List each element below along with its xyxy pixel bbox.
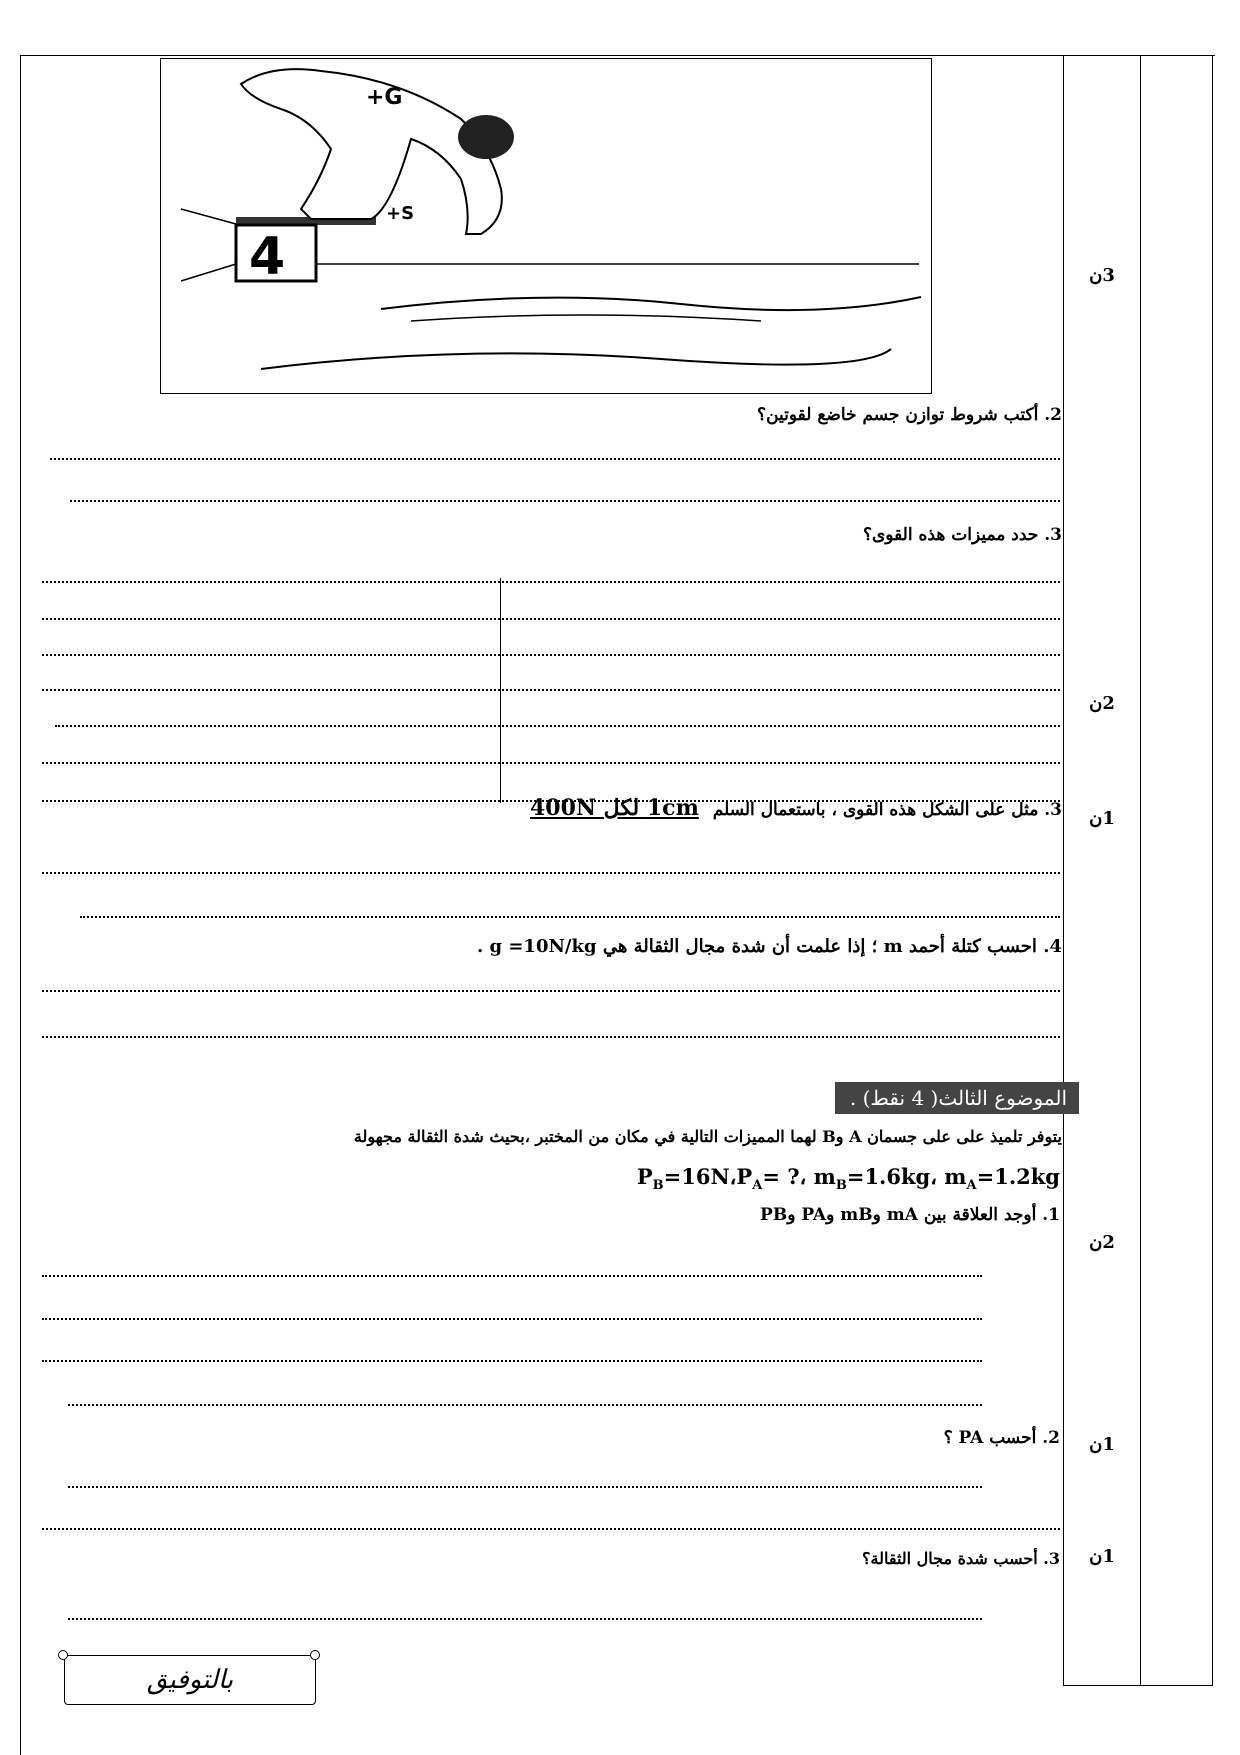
good-luck-text: بالتوفيق	[146, 1665, 234, 1695]
answer-line	[68, 1486, 982, 1488]
answer-line	[42, 689, 1060, 691]
question-3a: 3. حدد مميزات هذه القوى؟	[862, 525, 1062, 545]
answer-line	[50, 458, 1060, 460]
left-border	[20, 55, 21, 1755]
question-4: 4. احسب كتلة أحمد m ؛ إذا علمت أن شدة مجال الثقالة هي g =10N/kg .	[476, 936, 1062, 957]
section-3-title: الموضوع الثالث( 4 نقط) .	[835, 1082, 1079, 1114]
section-3-question-1: 1. أوجد العلاقة بين mA وmB وPA وPB	[760, 1205, 1060, 1225]
score-q3: 2ن	[1089, 693, 1115, 714]
score-s3-q3: 1ن	[1089, 1546, 1115, 1567]
question-3b-text: 3. مثل على الشكل هذه القوى ، باستعمال السلم	[712, 800, 1062, 820]
answer-line	[42, 1275, 982, 1277]
answer-line	[42, 1360, 982, 1362]
answer-line	[80, 916, 1060, 918]
answer-line	[42, 990, 1060, 992]
answer-line	[42, 654, 1060, 656]
center-of-gravity-label: +G	[366, 85, 403, 110]
answer-line	[68, 1404, 982, 1406]
score-s3-q2: 1ن	[1089, 1434, 1115, 1455]
score-s3-q1: 2ن	[1089, 1232, 1115, 1253]
section-3-intro: يتوفر تلميذ على على جسمان A وB لهما المميزات التالية في مكان من المختبر ،بحيث شدة الثقالة مجهولة	[353, 1127, 1062, 1146]
answer-line	[42, 1528, 1060, 1530]
answer-line	[42, 1318, 982, 1320]
water-line-2	[261, 349, 891, 369]
answer-line	[42, 762, 1060, 764]
section-3-question-3: 3. أحسب شدة مجال الثقالة؟	[862, 1549, 1060, 1568]
answer-line	[42, 581, 1060, 583]
diver-figure	[160, 58, 932, 394]
block-number: 4	[249, 227, 286, 287]
water-line-3	[411, 315, 761, 321]
outer-right-border	[1212, 55, 1213, 1685]
scale-value: 1cm لكل 400N	[529, 795, 699, 821]
answer-line	[70, 500, 1060, 502]
top-border	[20, 55, 1215, 56]
score-col-right	[1140, 55, 1141, 1685]
section-3-data: $P_B=16N،P_A=$ ?، $m_B=1.6kg،$ $m_A=1.2kg$	[636, 1164, 1060, 1194]
good-luck-box	[64, 1655, 316, 1705]
answer-line	[68, 1618, 982, 1620]
score-figure: 3ن	[1089, 265, 1115, 286]
scroll-curl-left	[58, 1650, 68, 1660]
answer-line	[42, 872, 1060, 874]
score-col-left	[1063, 55, 1064, 1685]
question-3b	[530, 795, 1062, 821]
block-side	[181, 209, 236, 281]
answer-line	[55, 725, 1060, 727]
diver-head	[458, 115, 514, 159]
bottom-score-border	[1063, 1685, 1213, 1686]
diver-drawing	[161, 59, 931, 393]
section-3-question-2: 2. أحسب PA ؟	[943, 1428, 1060, 1448]
answer-line	[42, 1036, 1060, 1038]
scroll-curl-right	[310, 1650, 320, 1660]
score-q3b: 1ن	[1089, 808, 1115, 829]
water-line-1	[381, 297, 921, 310]
question-2: 2. أكتب شروط توازن جسم خاضع لقوتين؟	[757, 405, 1062, 425]
answer-line	[42, 618, 1060, 620]
support-point-label: +S	[386, 203, 415, 224]
